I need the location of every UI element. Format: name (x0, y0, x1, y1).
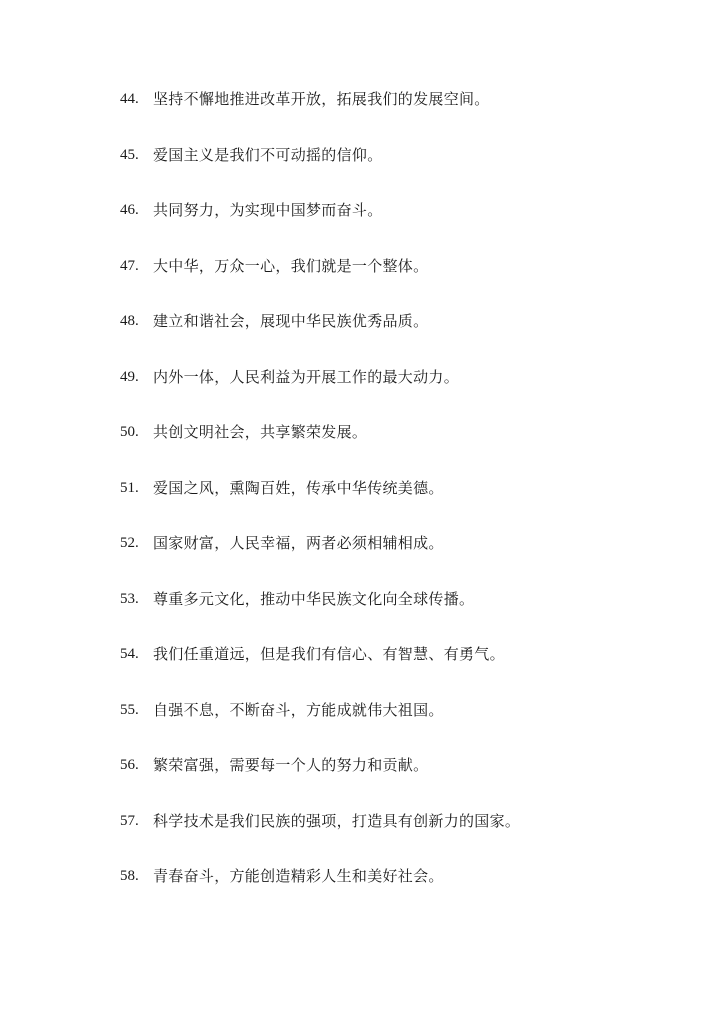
list-item (120, 861, 680, 917)
list-item (120, 251, 680, 307)
item-text: 坚持不懈地推进改革开放，拓展我们的发展空间。 (153, 90, 490, 108)
item-text: 大中华，万众一心，我们就是一个整体。 (153, 256, 429, 275)
item-text: 我们任重道远，但是我们有信心、有智慧、有勇气。 (153, 645, 505, 663)
item-number: 58. (120, 868, 139, 884)
item-number: 50. (120, 424, 139, 440)
item-number: 54. (120, 646, 139, 662)
item-number: 57. (120, 812, 139, 829)
list-item (120, 473, 680, 529)
item-number: 45. (120, 146, 139, 163)
item-text: 科学技术是我们民族的强项，打造具有创新力的国家。 (153, 811, 521, 830)
item-number: 47. (120, 257, 139, 274)
item-text: 国家财富，人民幸福，两者必须相辅相成。 (153, 534, 444, 552)
list-item (120, 140, 680, 196)
item-text: 爱国之风，熏陶百姓，传承中华传统美德。 (153, 478, 444, 497)
item-text: 青春奋斗，方能创造精彩人生和美好社会。 (153, 867, 444, 885)
item-number: 44. (120, 91, 139, 107)
list-item (120, 528, 680, 584)
list-item (120, 695, 680, 751)
list-item (120, 362, 680, 418)
list-item (120, 417, 680, 473)
item-number: 55. (120, 701, 139, 718)
item-text: 爱国主义是我们不可动摇的信仰。 (153, 145, 383, 164)
list-item (120, 306, 680, 362)
item-number: 53. (120, 590, 139, 607)
item-number: 51. (120, 479, 139, 496)
item-number: 49. (120, 368, 139, 385)
list-item (120, 806, 680, 862)
list-item (120, 195, 680, 251)
list-item (120, 584, 680, 640)
item-text: 内外一体，人民利益为开展工作的最大动力。 (153, 367, 460, 386)
item-number: 52. (120, 535, 139, 551)
item-number: 48. (120, 313, 139, 329)
list-item (120, 84, 680, 140)
item-text: 建立和谐社会，展现中华民族优秀品质。 (153, 312, 429, 330)
item-number: 56. (120, 757, 139, 773)
item-text: 繁荣富强，需要每一个人的努力和贡献。 (153, 756, 429, 774)
item-text: 尊重多元文化，推动中华民族文化向全球传播。 (153, 589, 475, 608)
item-number: 46. (120, 202, 139, 218)
slogan-list (120, 84, 680, 917)
item-text: 共同努力，为实现中国梦而奋斗。 (153, 201, 383, 219)
list-item (120, 639, 680, 695)
item-text: 共创文明社会，共享繁荣发展。 (153, 423, 368, 441)
item-text: 自强不息，不断奋斗，方能成就伟大祖国。 (153, 700, 444, 719)
list-item (120, 750, 680, 806)
